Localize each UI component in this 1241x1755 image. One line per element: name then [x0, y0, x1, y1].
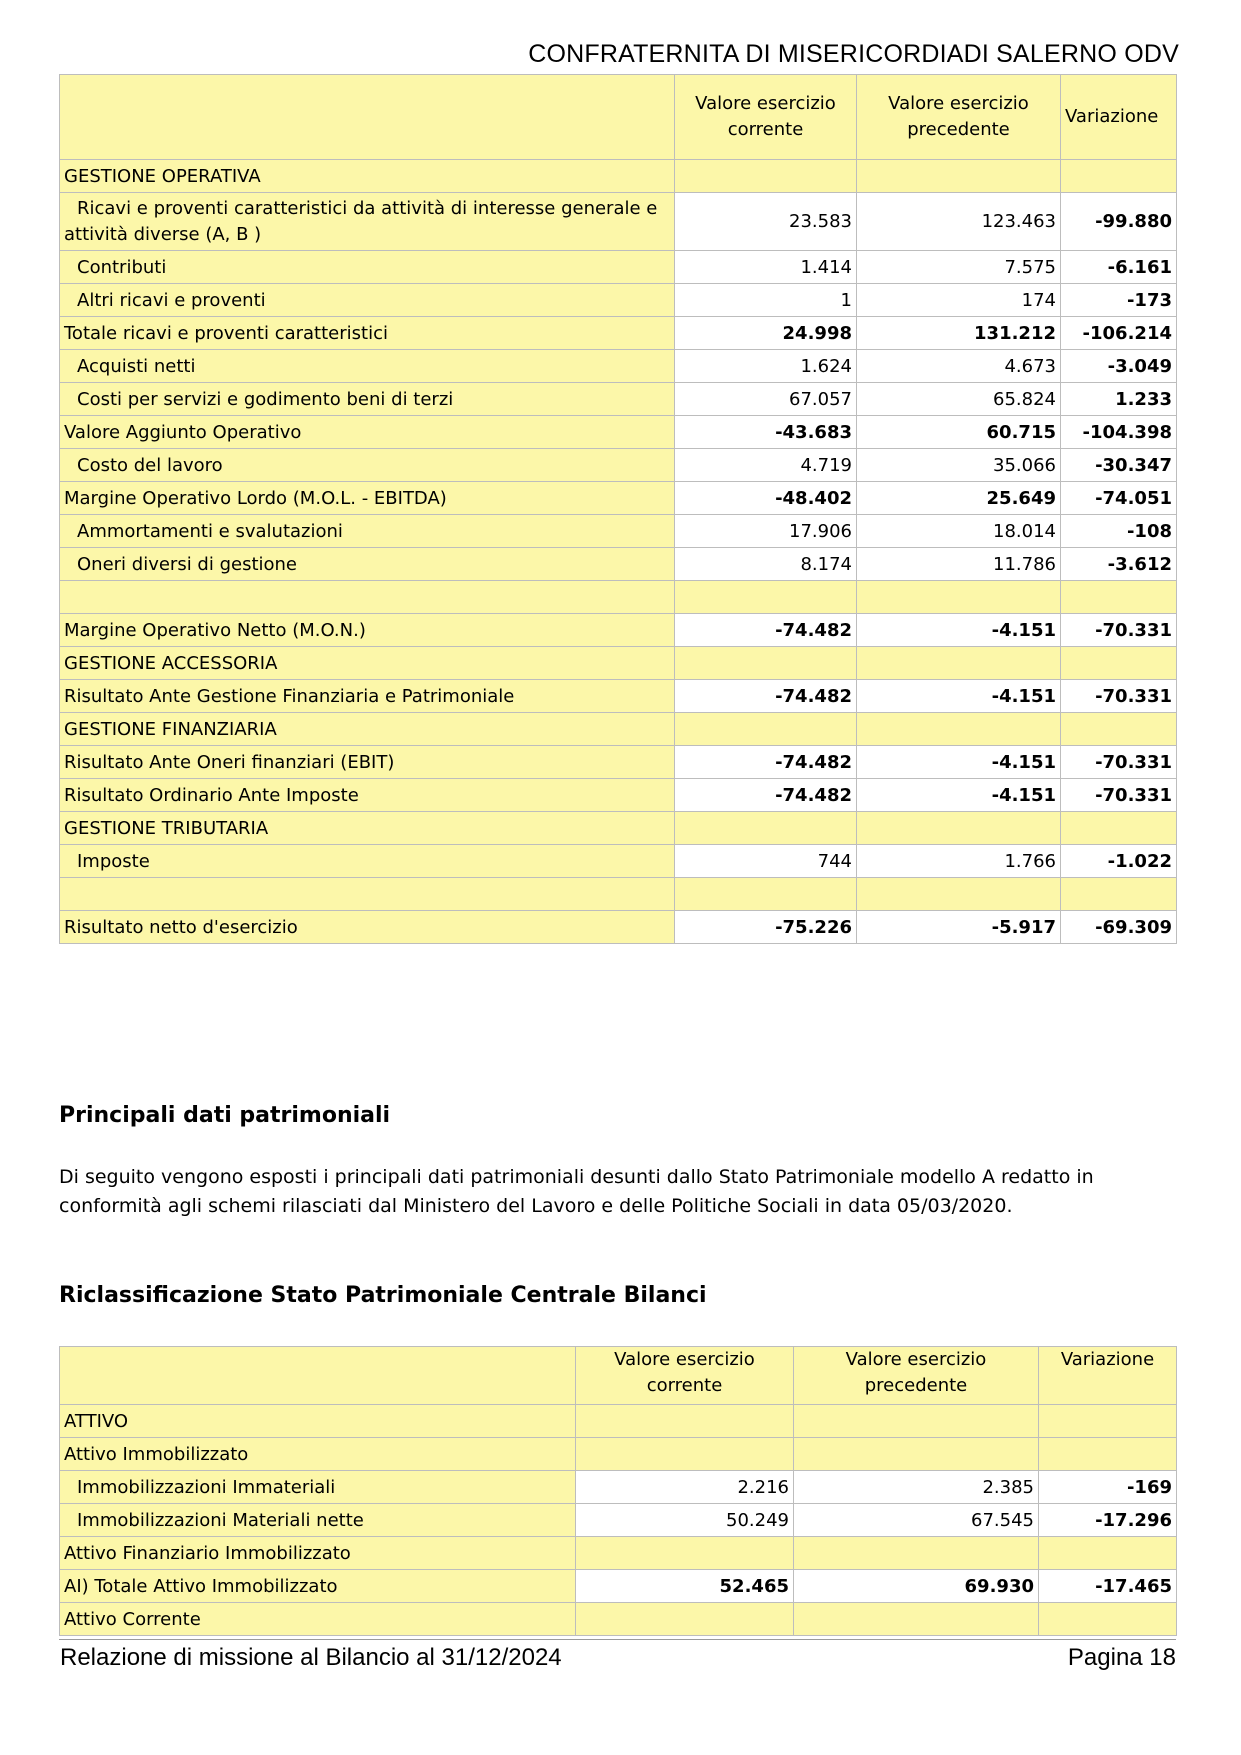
cell-variation: -30.347	[1061, 449, 1177, 482]
cell-current	[675, 581, 857, 614]
cell-variation: -70.331	[1061, 680, 1177, 713]
cell-variation: -69.309	[1061, 911, 1177, 944]
cell-variation: -99.880	[1061, 193, 1177, 251]
row-label: Attivo Corrente	[60, 1603, 576, 1636]
cell-variation: -70.331	[1061, 614, 1177, 647]
row-label: ATTIVO	[60, 1405, 576, 1438]
row-label: Acquisti netti	[60, 350, 675, 383]
section-paragraph: Di seguito vengono esposti i principali dati patrimoniali desunti dallo Stato Patrimoniale modello A redatto in conformità agli schemi rilasciati dal Ministero del Lavoro e delle Politiche Sociali in data 05/03/2020.	[59, 1166, 1094, 1217]
cell-previous	[794, 1438, 1039, 1471]
row-label: Attivo Immobilizzato	[60, 1438, 576, 1471]
cell-current: -43.683	[675, 416, 857, 449]
cell-current: -74.482	[675, 680, 857, 713]
cell-current: -74.482	[675, 614, 857, 647]
cell-previous	[857, 581, 1061, 614]
cell-current: 52.465	[576, 1570, 794, 1603]
cell-previous: -4.151	[857, 746, 1061, 779]
cell-variation: -17.296	[1039, 1504, 1177, 1537]
table-row	[60, 1504, 1177, 1537]
cell-variation: -104.398	[1061, 416, 1177, 449]
row-label: GESTIONE TRIBUTARIA	[60, 812, 675, 845]
document-header: CONFRATERNITA DI MISERICORDIADI SALERNO ODV	[528, 40, 1179, 68]
cell-current	[576, 1537, 794, 1570]
cell-previous: 69.930	[794, 1570, 1039, 1603]
table-row	[60, 350, 1177, 383]
column-header: Valore esercizio corrente	[675, 75, 857, 160]
cell-current: 1	[675, 284, 857, 317]
cell-variation	[1061, 647, 1177, 680]
column-header: Valore esercizio precedente	[857, 75, 1061, 160]
cell-current: 8.174	[675, 548, 857, 581]
cell-variation	[1039, 1405, 1177, 1438]
row-label: Altri ricavi e proventi	[60, 284, 675, 317]
cell-variation	[1061, 713, 1177, 746]
cell-previous: 1.766	[857, 845, 1061, 878]
cell-current	[576, 1438, 794, 1471]
page-number: Pagina 18	[1067, 1644, 1176, 1671]
footer-document-title: Relazione di missione al Bilancio al 31/12/2024	[60, 1644, 562, 1671]
table-row	[60, 449, 1177, 482]
cell-current	[576, 1603, 794, 1636]
cell-current	[576, 1405, 794, 1438]
cell-variation	[1039, 1537, 1177, 1570]
cell-previous: 123.463	[857, 193, 1061, 251]
table-row	[60, 911, 1177, 944]
cell-previous	[794, 1603, 1039, 1636]
cell-previous: 18.014	[857, 515, 1061, 548]
table-row	[60, 1570, 1177, 1603]
cell-variation: -74.051	[1061, 482, 1177, 515]
cell-current	[675, 878, 857, 911]
cell-previous	[857, 812, 1061, 845]
cell-variation: -1.022	[1061, 845, 1177, 878]
table-row	[60, 1537, 1177, 1570]
cell-previous: 35.066	[857, 449, 1061, 482]
cell-previous: -4.151	[857, 680, 1061, 713]
table-row	[60, 193, 1177, 251]
cell-current: 17.906	[675, 515, 857, 548]
header-label-cell	[60, 75, 675, 160]
table-row	[60, 779, 1177, 812]
cell-variation: -108	[1061, 515, 1177, 548]
table-row	[60, 515, 1177, 548]
cell-previous	[857, 878, 1061, 911]
table-row	[60, 581, 1177, 614]
cell-current: 24.998	[675, 317, 857, 350]
row-label: Margine Operativo Netto (M.O.N.)	[60, 614, 675, 647]
row-label: Risultato Ante Oneri finanziari (EBIT)	[60, 746, 675, 779]
row-label: Immobilizzazioni Materiali nette	[60, 1504, 576, 1537]
row-label: GESTIONE FINANZIARIA	[60, 713, 675, 746]
table-row	[60, 251, 1177, 284]
cell-current: 1.624	[675, 350, 857, 383]
cell-current: 4.719	[675, 449, 857, 482]
cell-current: -74.482	[675, 779, 857, 812]
cell-previous: -4.151	[857, 779, 1061, 812]
cell-variation	[1039, 1438, 1177, 1471]
cell-previous: 67.545	[794, 1504, 1039, 1537]
cell-variation: -106.214	[1061, 317, 1177, 350]
cell-previous	[794, 1405, 1039, 1438]
row-label	[60, 878, 675, 911]
cell-current: 1.414	[675, 251, 857, 284]
table-row	[60, 317, 1177, 350]
cell-variation: -6.161	[1061, 251, 1177, 284]
cell-previous: 131.212	[857, 317, 1061, 350]
column-header: Valore esercizio precedente	[794, 1347, 1039, 1405]
section-title: Principali dati patrimoniali	[59, 1103, 391, 1128]
cell-previous: -4.151	[857, 614, 1061, 647]
cell-current	[675, 713, 857, 746]
cell-previous: 4.673	[857, 350, 1061, 383]
row-label: Valore Aggiunto Operativo	[60, 416, 675, 449]
cell-variation: -70.331	[1061, 746, 1177, 779]
row-label: GESTIONE OPERATIVA	[60, 160, 675, 193]
cell-current	[675, 812, 857, 845]
table-row	[60, 548, 1177, 581]
table-row	[60, 284, 1177, 317]
cell-variation: -169	[1039, 1471, 1177, 1504]
row-label: Totale ricavi e proventi caratteristici	[60, 317, 675, 350]
balance-sheet-table	[59, 1346, 1177, 1636]
cell-current: 23.583	[675, 193, 857, 251]
column-header: Variazione	[1061, 75, 1177, 160]
cell-variation: -3.612	[1061, 548, 1177, 581]
cell-previous	[857, 160, 1061, 193]
row-label: Costi per servizi e godimento beni di terzi	[60, 383, 675, 416]
cell-variation	[1061, 160, 1177, 193]
row-label	[60, 581, 675, 614]
cell-current: 2.216	[576, 1471, 794, 1504]
table-row	[60, 416, 1177, 449]
cell-current: -74.482	[675, 746, 857, 779]
cell-variation	[1061, 878, 1177, 911]
table-row	[60, 647, 1177, 680]
column-header: Variazione	[1039, 1347, 1177, 1405]
cell-variation	[1039, 1603, 1177, 1636]
table-row	[60, 482, 1177, 515]
row-label: Costo del lavoro	[60, 449, 675, 482]
row-label: Risultato netto d'esercizio	[60, 911, 675, 944]
row-label: Attivo Finanziario Immobilizzato	[60, 1537, 576, 1570]
table-row	[60, 713, 1177, 746]
footer-divider	[59, 1639, 1176, 1640]
table-row	[60, 1603, 1177, 1636]
table-row	[60, 812, 1177, 845]
row-label: Risultato Ordinario Ante Imposte	[60, 779, 675, 812]
cell-previous: 25.649	[857, 482, 1061, 515]
cell-previous: 60.715	[857, 416, 1061, 449]
table-row	[60, 1471, 1177, 1504]
cell-previous: 11.786	[857, 548, 1061, 581]
table-row	[60, 746, 1177, 779]
row-label: Ammortamenti e svalutazioni	[60, 515, 675, 548]
table-row	[60, 383, 1177, 416]
row-label: Oneri diversi di gestione	[60, 548, 675, 581]
cell-previous: 174	[857, 284, 1061, 317]
cell-variation: -17.465	[1039, 1570, 1177, 1603]
cell-current: -48.402	[675, 482, 857, 515]
cell-variation: -173	[1061, 284, 1177, 317]
row-label: Imposte	[60, 845, 675, 878]
cell-previous: 2.385	[794, 1471, 1039, 1504]
table-row	[60, 878, 1177, 911]
cell-previous	[857, 713, 1061, 746]
cell-variation: -3.049	[1061, 350, 1177, 383]
income-statement-table	[59, 74, 1177, 944]
row-label: Risultato Ante Gestione Finanziaria e Patrimoniale	[60, 680, 675, 713]
cell-previous: -5.917	[857, 911, 1061, 944]
row-label: Ricavi e proventi caratteristici da attività di interesse generale e attività diverse (A, B )	[60, 193, 675, 251]
row-label: GESTIONE ACCESSORIA	[60, 647, 675, 680]
cell-current	[675, 647, 857, 680]
table-row	[60, 1438, 1177, 1471]
row-label: Contributi	[60, 251, 675, 284]
cell-current: 744	[675, 845, 857, 878]
row-label: AI) Totale Attivo Immobilizzato	[60, 1570, 576, 1603]
cell-variation	[1061, 581, 1177, 614]
cell-previous: 65.824	[857, 383, 1061, 416]
cell-current: 50.249	[576, 1504, 794, 1537]
header-label-cell	[60, 1347, 576, 1405]
cell-previous	[857, 647, 1061, 680]
row-label: Margine Operativo Lordo (M.O.L. - EBITDA)	[60, 482, 675, 515]
section-title: Riclassificazione Stato Patrimoniale Centrale Bilanci	[59, 1283, 707, 1308]
cell-current: -75.226	[675, 911, 857, 944]
table-row	[60, 680, 1177, 713]
table-row	[60, 614, 1177, 647]
cell-current	[675, 160, 857, 193]
cell-variation: -70.331	[1061, 779, 1177, 812]
column-header: Valore esercizio corrente	[576, 1347, 794, 1405]
cell-current: 67.057	[675, 383, 857, 416]
table-row	[60, 1405, 1177, 1438]
row-label: Immobilizzazioni Immateriali	[60, 1471, 576, 1504]
cell-variation	[1061, 812, 1177, 845]
table-row	[60, 845, 1177, 878]
cell-previous: 7.575	[857, 251, 1061, 284]
table-row	[60, 160, 1177, 193]
cell-variation: 1.233	[1061, 383, 1177, 416]
cell-previous	[794, 1537, 1039, 1570]
